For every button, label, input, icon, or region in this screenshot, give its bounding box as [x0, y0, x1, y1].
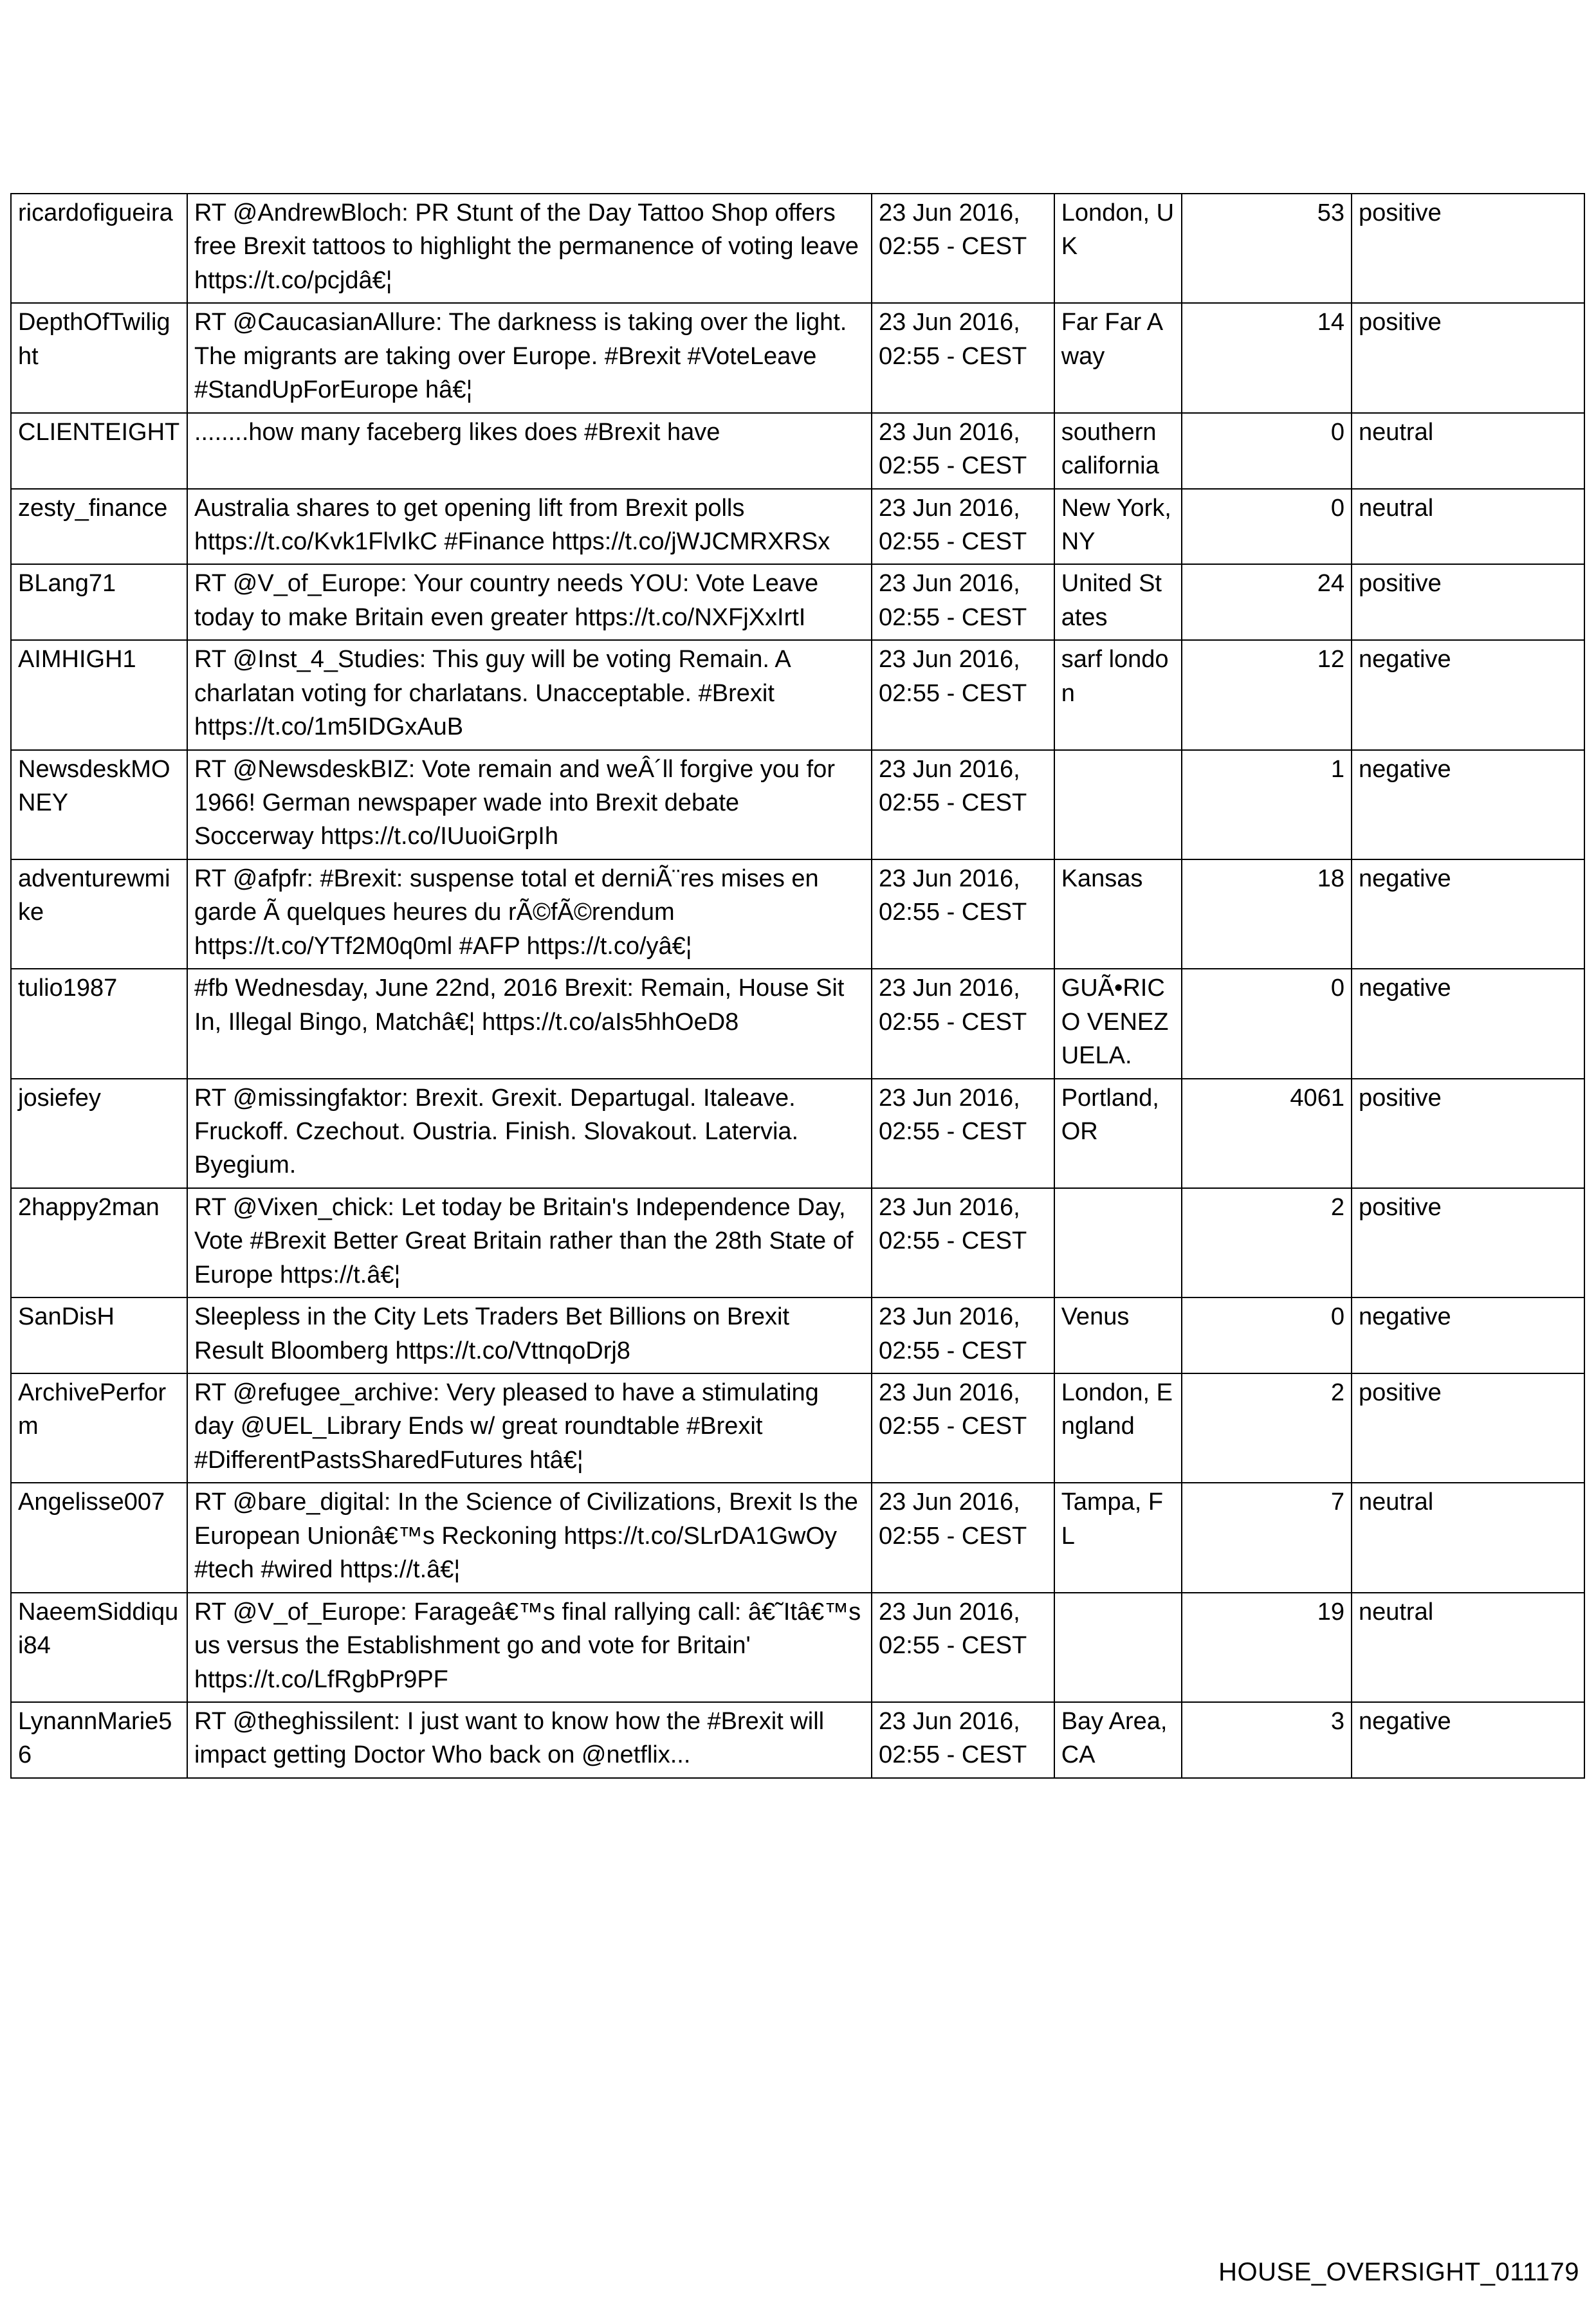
username-cell: BLang71: [11, 564, 187, 640]
location-cell: London, UK: [1054, 194, 1182, 303]
table-row: [11, 1593, 1584, 1702]
tweet-text-cell: RT @NewsdeskBIZ: Vote remain and weÂ´ll forgive you for 1966! German newspaper wade into Brexit debate Soccerway https://t.co/IUuoiGrpIh: [187, 750, 872, 859]
username-cell: CLIENTEIGHT: [11, 413, 187, 489]
datetime-cell: 23 Jun 2016, 02:55 - CEST: [872, 1188, 1054, 1297]
datetime-cell: 23 Jun 2016, 02:55 - CEST: [872, 969, 1054, 1078]
tweet-text-cell: RT @V_of_Europe: Farageâ€™s final rallying call: â€˜Itâ€™s us versus the Establishment go and vote for Britain' https://t.co/LfRgbPr9PF: [187, 1593, 872, 1702]
tweet-text-cell: RT @V_of_Europe: Your country needs YOU: Vote Leave today to make Britain even greater https://t.co/NXFjXxIrtI: [187, 564, 872, 640]
sentiment-cell: negative: [1352, 1702, 1584, 1778]
count-cell: 2: [1182, 1373, 1352, 1483]
count-cell: 4061: [1182, 1079, 1352, 1188]
tweet-text-cell: RT @Vixen_chick: Let today be Britain's Independence Day, Vote #Brexit Better Great Britain rather than the 28th State of Europe https://t.â€¦: [187, 1188, 872, 1297]
table-row: [11, 194, 1584, 303]
tweet-text-cell: RT @theghissilent: I just want to know how the #Brexit will impact getting Doctor Who back on @netflix...: [187, 1702, 872, 1778]
tweet-text-cell: RT @afpfr: #Brexit: suspense total et derniÃ¨res mises en garde Ã quelques heures du rÃ©fÃ©rendum https://t.co/YTf2M0q0ml #AFP https://t.co/yâ€¦: [187, 859, 872, 969]
count-cell: 2: [1182, 1188, 1352, 1297]
table-row: [11, 1373, 1584, 1483]
count-cell: 0: [1182, 413, 1352, 489]
count-cell: 18: [1182, 859, 1352, 969]
table-row: [11, 1483, 1584, 1592]
username-cell: ArchivePerform: [11, 1373, 187, 1483]
username-cell: zesty_finance: [11, 489, 187, 565]
tweet-text-cell: RT @Inst_4_Studies: This guy will be voting Remain. A charlatan voting for charlatans. Unacceptable. #Brexit https://t.co/1m5IDGxAuB: [187, 640, 872, 749]
location-cell: [1054, 1188, 1182, 1297]
count-cell: 3: [1182, 1702, 1352, 1778]
sentiment-cell: positive: [1352, 1079, 1584, 1188]
tweet-text-cell: Australia shares to get opening lift from Brexit polls https://t.co/Kvk1FlvIkC #Finance https://t.co/jWJCMRXRSx: [187, 489, 872, 565]
table-row: [11, 859, 1584, 969]
sentiment-cell: negative: [1352, 859, 1584, 969]
location-cell: southern california: [1054, 413, 1182, 489]
tweet-text-cell: #fb Wednesday, June 22nd, 2016 Brexit: Remain, House Sit In, Illegal Bingo, Matchâ€¦ https://t.co/aIs5hhOeD8: [187, 969, 872, 1078]
sentiment-cell: neutral: [1352, 413, 1584, 489]
datetime-cell: 23 Jun 2016, 02:55 - CEST: [872, 564, 1054, 640]
count-cell: 24: [1182, 564, 1352, 640]
count-cell: 0: [1182, 1297, 1352, 1373]
username-cell: NewsdeskMONEY: [11, 750, 187, 859]
location-cell: New York, NY: [1054, 489, 1182, 565]
username-cell: LynannMarie56: [11, 1702, 187, 1778]
location-cell: Kansas: [1054, 859, 1182, 969]
table-row: [11, 564, 1584, 640]
location-cell: Bay Area, CA: [1054, 1702, 1182, 1778]
datetime-cell: 23 Jun 2016, 02:55 - CEST: [872, 1593, 1054, 1702]
location-cell: London, England: [1054, 1373, 1182, 1483]
datetime-cell: 23 Jun 2016, 02:55 - CEST: [872, 1079, 1054, 1188]
sentiment-cell: neutral: [1352, 1483, 1584, 1592]
datetime-cell: 23 Jun 2016, 02:55 - CEST: [872, 413, 1054, 489]
table-row: [11, 413, 1584, 489]
username-cell: tulio1987: [11, 969, 187, 1078]
location-cell: [1054, 1593, 1182, 1702]
count-cell: 12: [1182, 640, 1352, 749]
tweet-text-cell: RT @CaucasianAllure: The darkness is taking over the light. The migrants are taking over Europe. #Brexit #VoteLeave #StandUpForEurope hâ€¦: [187, 303, 872, 412]
datetime-cell: 23 Jun 2016, 02:55 - CEST: [872, 1297, 1054, 1373]
datetime-cell: 23 Jun 2016, 02:55 - CEST: [872, 1483, 1054, 1592]
sentiment-cell: negative: [1352, 750, 1584, 859]
location-cell: Portland, OR: [1054, 1079, 1182, 1188]
tweet-text-cell: RT @AndrewBloch: PR Stunt of the Day Tattoo Shop offers free Brexit tattoos to highlight the permanence of voting leave https://t.co/pcjdâ€¦: [187, 194, 872, 303]
count-cell: 0: [1182, 969, 1352, 1078]
tweet-text-cell: ........how many faceberg likes does #Brexit have: [187, 413, 872, 489]
sentiment-cell: positive: [1352, 194, 1584, 303]
sentiment-cell: negative: [1352, 640, 1584, 749]
tweet-text-cell: RT @missingfaktor: Brexit. Grexit. Departugal. Italeave. Fruckoff. Czechout. Oustria. Finish. Slovakout. Latervia. Byegium.: [187, 1079, 872, 1188]
tweet-text-cell: Sleepless in the City Lets Traders Bet Billions on Brexit Result Bloomberg https://t.co/VttnqoDrj8: [187, 1297, 872, 1373]
username-cell: DepthOfTwilight: [11, 303, 187, 412]
username-cell: NaeemSiddiqui84: [11, 1593, 187, 1702]
tweets-table: [10, 193, 1585, 1779]
sentiment-cell: positive: [1352, 564, 1584, 640]
tweet-text-cell: RT @refugee_archive: Very pleased to have a stimulating day @UEL_Library Ends w/ great roundtable #Brexit #DifferentPastsSharedFutures htâ€¦: [187, 1373, 872, 1483]
datetime-cell: 23 Jun 2016, 02:55 - CEST: [872, 489, 1054, 565]
location-cell: sarf london: [1054, 640, 1182, 749]
location-cell: United States: [1054, 564, 1182, 640]
datetime-cell: 23 Jun 2016, 02:55 - CEST: [872, 750, 1054, 859]
location-cell: Tampa, FL: [1054, 1483, 1182, 1592]
datetime-cell: 23 Jun 2016, 02:55 - CEST: [872, 194, 1054, 303]
table-row: [11, 303, 1584, 412]
count-cell: 0: [1182, 489, 1352, 565]
datetime-cell: 23 Jun 2016, 02:55 - CEST: [872, 1373, 1054, 1483]
table-row: [11, 1079, 1584, 1188]
count-cell: 7: [1182, 1483, 1352, 1592]
sentiment-cell: neutral: [1352, 1593, 1584, 1702]
username-cell: AIMHIGH1: [11, 640, 187, 749]
username-cell: SanDisH: [11, 1297, 187, 1373]
username-cell: ricardofigueira: [11, 194, 187, 303]
location-cell: Venus: [1054, 1297, 1182, 1373]
sentiment-cell: positive: [1352, 303, 1584, 412]
username-cell: adventurewmike: [11, 859, 187, 969]
username-cell: 2happy2man: [11, 1188, 187, 1297]
sentiment-cell: negative: [1352, 1297, 1584, 1373]
table-row: [11, 1188, 1584, 1297]
count-cell: 19: [1182, 1593, 1352, 1702]
datetime-cell: 23 Jun 2016, 02:55 - CEST: [872, 303, 1054, 412]
location-cell: Far Far Away: [1054, 303, 1182, 412]
sentiment-cell: negative: [1352, 969, 1584, 1078]
count-cell: 1: [1182, 750, 1352, 859]
datetime-cell: 23 Jun 2016, 02:55 - CEST: [872, 859, 1054, 969]
count-cell: 14: [1182, 303, 1352, 412]
username-cell: josiefey: [11, 1079, 187, 1188]
tweets-table-body: [11, 194, 1584, 1778]
table-row: [11, 750, 1584, 859]
location-cell: GUÃ•RICO VENEZUELA.: [1054, 969, 1182, 1078]
username-cell: Angelisse007: [11, 1483, 187, 1592]
sentiment-cell: positive: [1352, 1188, 1584, 1297]
datetime-cell: 23 Jun 2016, 02:55 - CEST: [872, 640, 1054, 749]
table-row: [11, 640, 1584, 749]
table-row: [11, 1702, 1584, 1778]
tweet-text-cell: RT @bare_digital: In the Science of Civilizations, Brexit Is the European Unionâ€™s Reckoning https://t.co/SLrDA1GwOy #tech #wired https://t.â€¦: [187, 1483, 872, 1592]
table-row: [11, 1297, 1584, 1373]
bates-number: HOUSE_OVERSIGHT_011179: [1218, 2258, 1579, 2286]
sentiment-cell: positive: [1352, 1373, 1584, 1483]
table-row: [11, 489, 1584, 565]
count-cell: 53: [1182, 194, 1352, 303]
location-cell: [1054, 750, 1182, 859]
table-row: [11, 969, 1584, 1078]
sentiment-cell: neutral: [1352, 489, 1584, 565]
datetime-cell: 23 Jun 2016, 02:55 - CEST: [872, 1702, 1054, 1778]
